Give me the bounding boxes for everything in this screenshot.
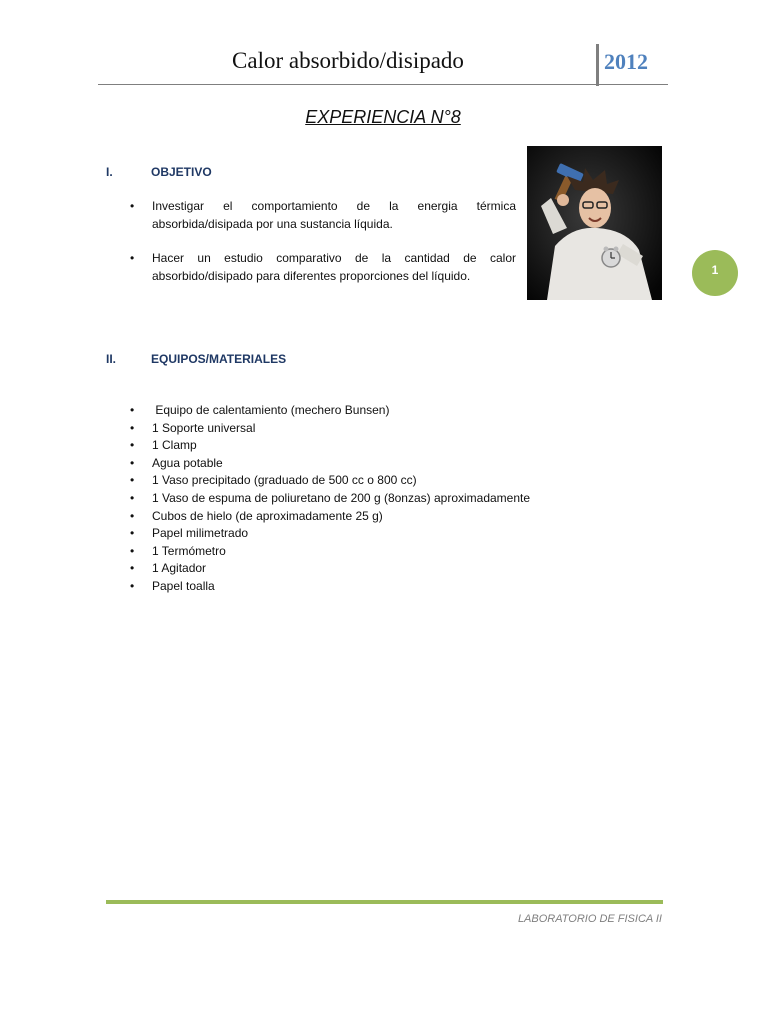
materials-list: [130, 402, 530, 596]
objective-text: Investigar el comportamiento de la energia térmica absorbida/disipada por una sustancia líquida.: [152, 199, 516, 231]
material-text: Papel milimetrado: [152, 526, 249, 541]
experiment-title: EXPERIENCIA N°8: [305, 107, 461, 127]
material-text: 1 Agitador: [152, 561, 207, 576]
bullet-icon: •: [130, 251, 135, 265]
list-item: [130, 508, 530, 526]
bullet-icon: •: [130, 578, 135, 593]
footer-rule: [106, 900, 663, 904]
header-rule: [98, 84, 668, 85]
list-item: [130, 472, 530, 490]
list-item: [130, 402, 530, 420]
objective-text: Hacer un estudio comparativo de la cantidad de calor absorbido/disipado para diferentes proporciones del líquido.: [152, 251, 516, 283]
list-item: [130, 490, 530, 508]
bullet-icon: •: [130, 561, 135, 576]
material-text: Agua potable: [152, 455, 223, 470]
material-text: Equipo de calentamiento (mechero Bunsen): [152, 403, 390, 417]
bullet-icon: •: [130, 455, 135, 470]
section-title-equipos: EQUIPOS/MATERIALES: [151, 352, 287, 366]
section-title-objetivo: OBJETIVO: [151, 165, 212, 179]
bullet-icon: •: [130, 490, 135, 505]
material-text: 1 Clamp: [152, 438, 197, 453]
list-item: [130, 543, 530, 561]
header-divider: [596, 44, 599, 86]
list-item: [130, 455, 530, 473]
material-text: 1 Vaso de espuma de poliuretano de 200 g (8onzas) aproximadamente: [152, 490, 531, 505]
bullet-icon: •: [130, 543, 135, 558]
footer-text: LABORATORIO DE FISICA II: [517, 913, 662, 925]
header-year: 2012: [604, 49, 648, 74]
page-number-badge: 1: [692, 250, 738, 296]
section-number-equipos: II.: [106, 352, 117, 366]
list-item: [130, 578, 530, 596]
section-number-objetivo: I.: [106, 165, 113, 179]
bullet-icon: •: [130, 403, 135, 417]
material-text: 1 Termómetro: [152, 543, 226, 558]
bullet-icon: •: [130, 199, 135, 213]
objective-item: [130, 198, 516, 233]
list-item: [130, 560, 530, 578]
header-title: Calor absorbido/disipado: [232, 48, 464, 73]
material-text: 1 Soporte universal: [152, 420, 256, 435]
material-text: 1 Vaso precipitado (graduado de 500 cc o 800 cc): [152, 473, 417, 488]
list-item: [130, 437, 530, 455]
material-text: Cubos de hielo (de aproximadamente 25 g): [152, 508, 383, 523]
scientist-photo: [527, 146, 662, 300]
material-text: Papel toalla: [152, 578, 215, 593]
bullet-icon: •: [130, 438, 135, 453]
bullet-icon: •: [130, 526, 135, 541]
bullet-icon: •: [130, 420, 135, 435]
bullet-icon: •: [130, 508, 135, 523]
objective-item: [130, 250, 516, 285]
bullet-icon: •: [130, 473, 135, 488]
list-item: [130, 420, 530, 438]
list-item: [130, 525, 530, 543]
